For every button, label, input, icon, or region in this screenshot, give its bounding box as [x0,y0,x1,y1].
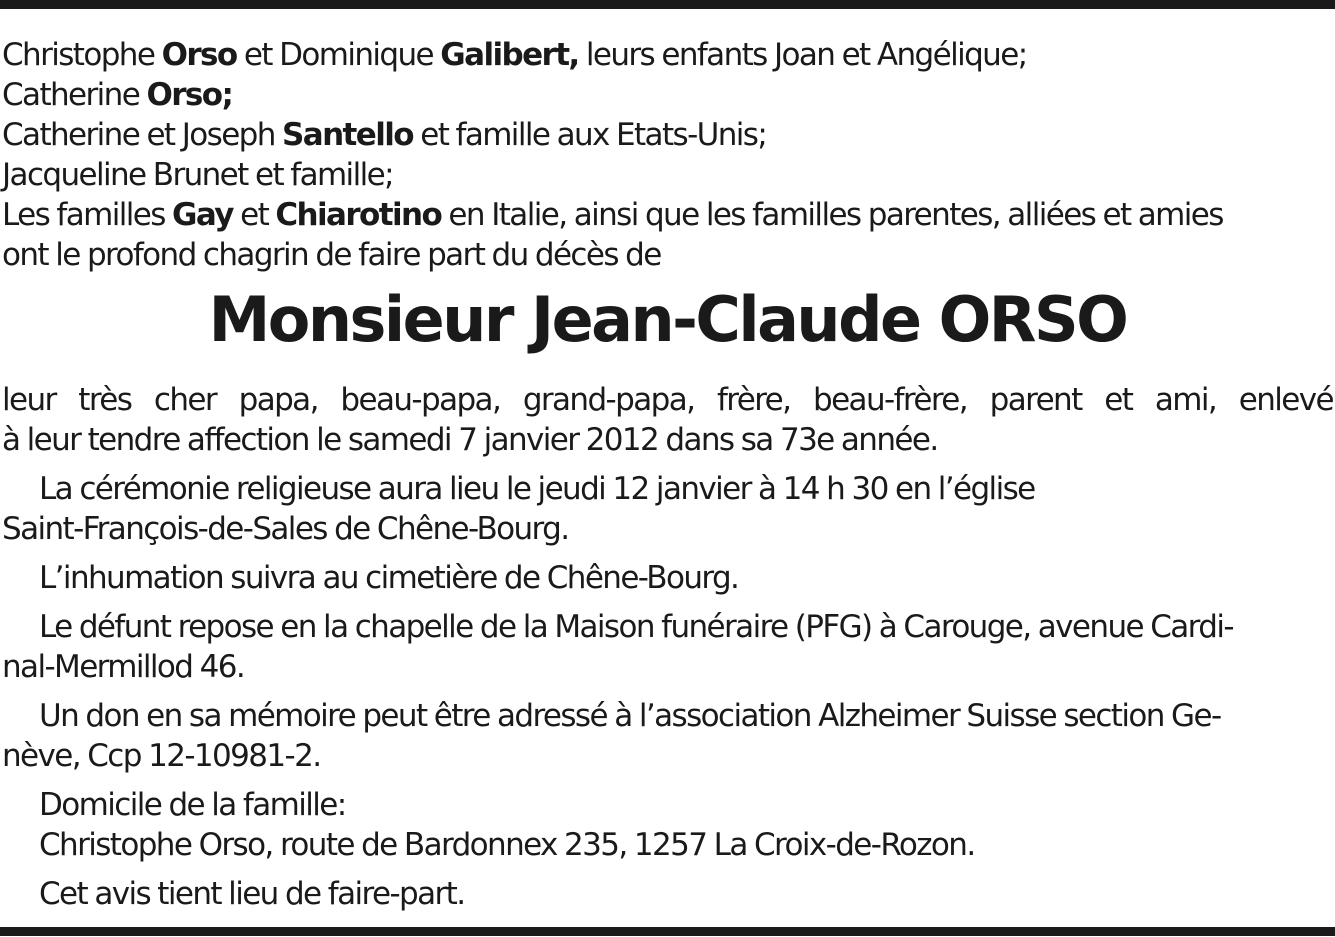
bold-name: Orso [161,37,237,73]
justified-word: parent [989,382,1082,418]
burial-line: L’inhumation suivra au cimetière de Chêne-Bourg. [39,560,739,596]
text-span: Les familles [2,197,173,233]
family-line-1 [2,35,1027,75]
bold-name: Gay [172,197,233,233]
family-line-5 [2,195,1223,235]
text-span: et Dominique [236,37,441,73]
rest-line-2: nal-Mermillod 46. [2,649,245,685]
text-span: Christophe [2,37,162,73]
bottom-rule [0,927,1335,936]
top-rule [0,0,1335,9]
text-span: et famille aux Etats-Unis; [412,117,767,153]
text-span: en Italie, ainsi que les familles parentes, alliées et amies [441,197,1223,233]
justified-word: cher [153,382,217,418]
justified-word: grand-papa, [522,382,695,418]
justified-word: beau-papa, [340,382,501,418]
donation-line-1: Un don en sa mémoire peut être adressé à l’association Alzheimer Suisse section Ge- [39,698,1221,734]
bold-name: Galibert, [440,37,579,73]
body-line-2: à leur tendre affection le samedi 7 janvier 2012 dans sa 73e année. [2,422,938,458]
text-span: Catherine et Joseph [2,117,283,153]
bold-name: Orso; [146,77,233,113]
family-line-4: Jacqueline Brunet et famille; [2,157,393,193]
justified-word: papa, [238,382,318,418]
justified-word: très [78,382,132,418]
justified-word: leur [2,382,56,418]
family-line-6: ont le profond chagrin de faire part du décès de [2,237,661,273]
domicile-label: Domicile de la famille: [39,787,346,823]
justified-word: enlevé [1238,382,1333,418]
closing-line: Cet avis tient lieu de faire-part. [39,876,465,912]
family-line-2 [2,75,232,115]
ceremony-line-1: La cérémonie religieuse aura lieu le jeudi 12 janvier à 14 h 30 en l’église [39,471,1035,507]
donation-line-2: nève, Ccp 12-10981-2. [2,738,321,774]
text-span: et [232,197,276,233]
justified-word: ami, [1154,382,1217,418]
justified-word: beau-frère, [813,382,968,418]
justified-word: et [1104,382,1133,418]
text-span: Catherine [2,77,147,113]
family-line-3 [2,115,766,155]
bold-name: Chiarotino [275,197,442,233]
ceremony-line-2: Saint-François-de-Sales de Chêne-Bourg. [2,511,569,547]
deceased-name: Monsieur Jean-Claude ORSO [208,283,1127,356]
text-span: leurs enfants Joan et Angélique; [578,37,1027,73]
domicile-address: Christophe Orso, route de Bardonnex 235, 1257 La Croix-de-Rozon. [39,827,975,863]
bold-name: Santello [282,117,413,153]
rest-line-1: Le défunt repose en la chapelle de la Maison funéraire (PFG) à Carouge, avenue Cardi- [39,609,1233,645]
body-line-1 [2,380,1333,420]
justified-word: frère, [716,382,791,418]
